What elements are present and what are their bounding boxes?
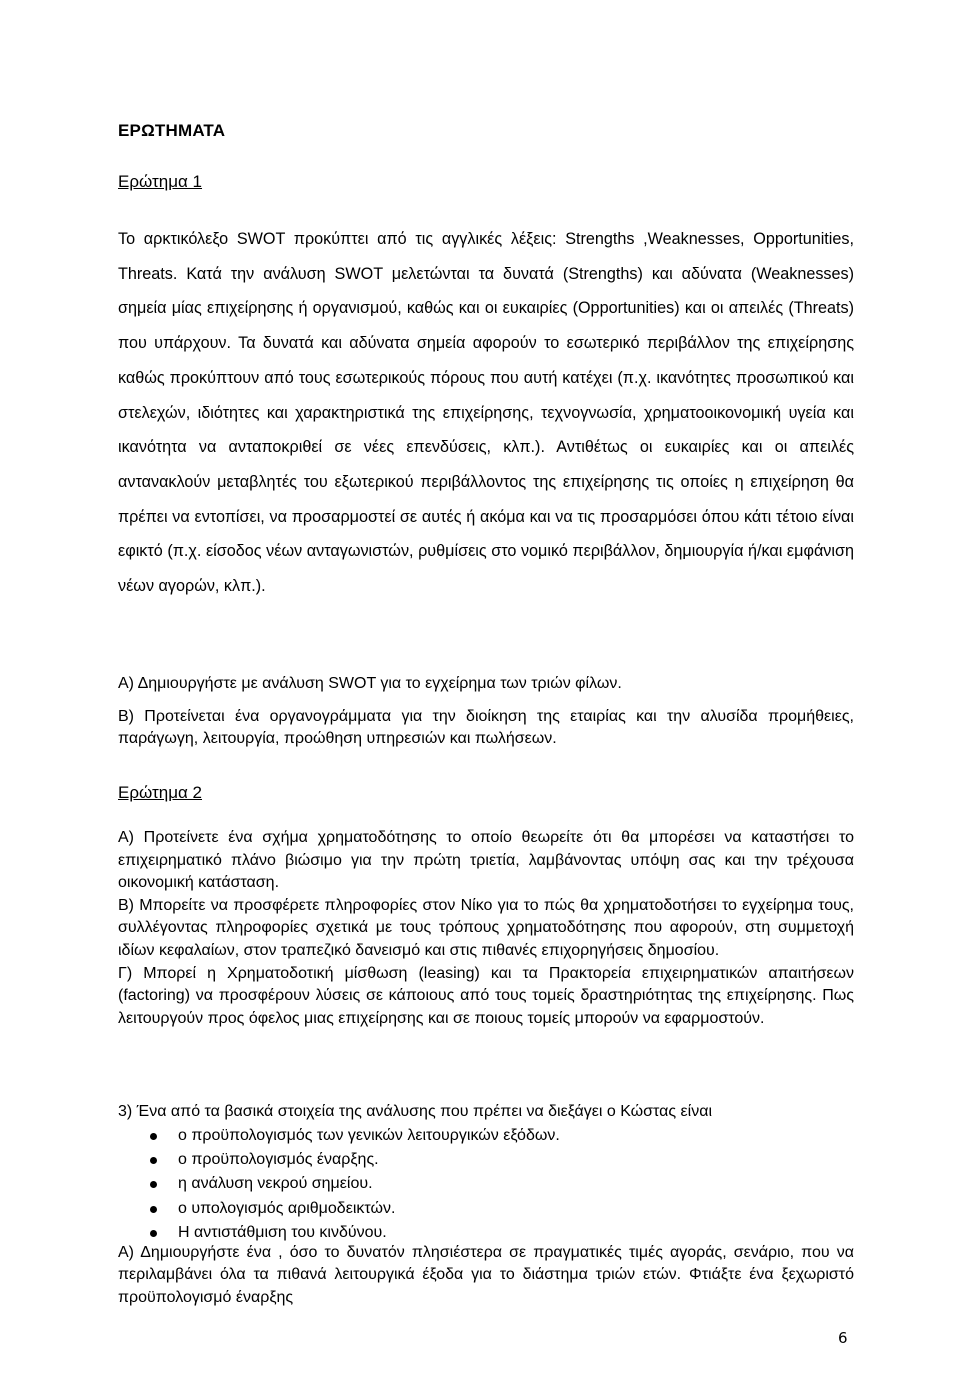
list-item bbox=[118, 1197, 854, 1221]
question-3-part-a: Α) Δημιουργήστε ένα , όσο το δυνατόν πλησιέστερα σε πραγματικές τιμές αγοράς, σενάριο, που να περιλαμβάνει όλα τα πιθανά λειτουργικά έξοδα για το διάστημα τριών ετών. Φτιάξτε ένα ξεχωριστό προϋπολογισμό έναρξης bbox=[118, 1244, 854, 1306]
page-number: 6 bbox=[838, 1329, 848, 1347]
list-item-text: ο υπολογισμός αριθμοδεικτών. bbox=[178, 1199, 396, 1217]
list-item-text: Η αντιστάθμιση του κινδύνου. bbox=[178, 1223, 387, 1241]
list-item-text: ο προϋπολογισμός των γενικών λειτουργικών εξόδων. bbox=[178, 1127, 560, 1144]
list-item bbox=[118, 1172, 854, 1196]
question-3-bullet-list bbox=[118, 1124, 854, 1245]
bullet-icon bbox=[150, 1230, 157, 1237]
list-item bbox=[118, 1124, 854, 1148]
question-3-intro: 3) Ένα από τα βασικά στοιχεία της ανάλυσης που πρέπει να διεξάγει ο Κώστας είναι bbox=[118, 1103, 713, 1120]
question-2-part-b: Β) Μπορείτε να προσφέρετε πληροφορίες στον Νίκο για το πώς θα χρηματοδοτήσει το εγχείρημα τους, συλλέγοντας πληροφορίες σχετικά με τους τρόπους χρηματοδότησης που αφορούν, στη συμμετοχή ιδίων κεφαλαίων, στον τραπεζικό δανεισμό και στις πιθανές επιχορηγήσεις δημοσίου. bbox=[118, 896, 854, 959]
question-1-part-a: Α) Δημιουργήστε με ανάλυση SWOT για το εγχείρημα των τριών φίλων. bbox=[118, 675, 622, 692]
bullet-icon bbox=[150, 1206, 157, 1213]
bullet-icon bbox=[150, 1157, 157, 1164]
list-item-text: η ανάλυση νεκρού σημείου. bbox=[178, 1175, 373, 1193]
list-item-text: ο προϋπολογισμός έναρξης. bbox=[178, 1151, 379, 1169]
bullet-icon bbox=[150, 1133, 157, 1140]
question-2-heading: Ερώτημα 2 bbox=[118, 783, 203, 802]
question-1-intro-paragraph: Το αρκτικόλεξο SWOT προκύπτει από τις αγγλικές λέξεις: Strengths ,Weaknesses, Opportunities, Threats. Κατά την ανάλυση SWOT μελετώνται τα δυνατά (Strengths) και αδύνατα (Weaknesses) σημεία μίας επιχείρησης ή οργανισμού, καθώς και οι ευκαιρίες (Opportunities) και οι απειλές (Threats) που υπάρχουν. Τα δυνατά και αδύνατα σημεία αφορούν το εσωτερικό περιβάλλον της επιχείρησης καθώς προκύπτουν από τους εσωτερικούς πόρους που αυτή κατέχει (π.χ. ικανότητες προσωπικού και στελεχών, ιδιότητες και χαρακτηριστικά της επιχείρησης, τεχνογνωσία, χρηματοοικονομική υγεία και ικανότητα να ανταποκριθεί σε νέες επενδύσεις, κλπ.). Αντιθέτως οι ευκαιρίες και οι απειλές αντανακλούν μεταβλητές του εξωτερικού περιβάλλοντος της επιχείρησης τις οποίες η επιχείρηση θα πρέπει να εντοπίσει, να προσαρμοστεί σε αυτές ή ακόμα και να τις προσαρμόσει όπου κάτι τέτοιο είναι εφικτό (π.χ. είσοδος νέων ανταγωνιστών, ρυθμίσεις στο νομικό περιβάλλον, δημιουργία ή/και εμφάνιση νέων αγορών, κλπ.). bbox=[118, 230, 854, 596]
question-2-part-a: Α) Προτείνετε ένα σχήμα χρηματοδότησης το οποίο θεωρείτε ότι θα μπορέσει να καταστήσει το επιχειρηματικό πλάνο βιώσιμο για την πρώτη τριετία, λαμβάνοντας υπόψη σας και την τρέχουσα οικονομική κατάσταση. bbox=[118, 829, 854, 892]
question-1-part-b: Β) Προτείνεται ένα οργανογράμματα για την διοίκηση της εταιρίας και την αλυσίδα προμήθειες, παράγωγη, λειτουργία, προώθηση υπηρεσιών και πωλήσεων. bbox=[118, 708, 854, 747]
question-1-heading: Ερώτημα 1 bbox=[118, 172, 203, 191]
question-2-body bbox=[118, 827, 854, 1030]
question-2-part-c: Γ) Μπορεί η Χρηματοδοτική μίσθωση (leasing) και τα Πρακτορεία επιχειρηματικών απαιτήσεων (factoring) να προσφέρουν λύσεις σε κάποιους από τους τομείς δραστηριότητας της επιχείρησης. Πως λειτουργούν προς όφελος μιας επιχείρησης και σε ποιους τομείς μπορούν να εφαρμοστούν. bbox=[118, 964, 854, 1027]
page-heading: ΕΡΩΤΗΜΑΤΑ bbox=[118, 121, 226, 140]
bullet-icon bbox=[150, 1181, 157, 1188]
list-item bbox=[118, 1148, 854, 1172]
